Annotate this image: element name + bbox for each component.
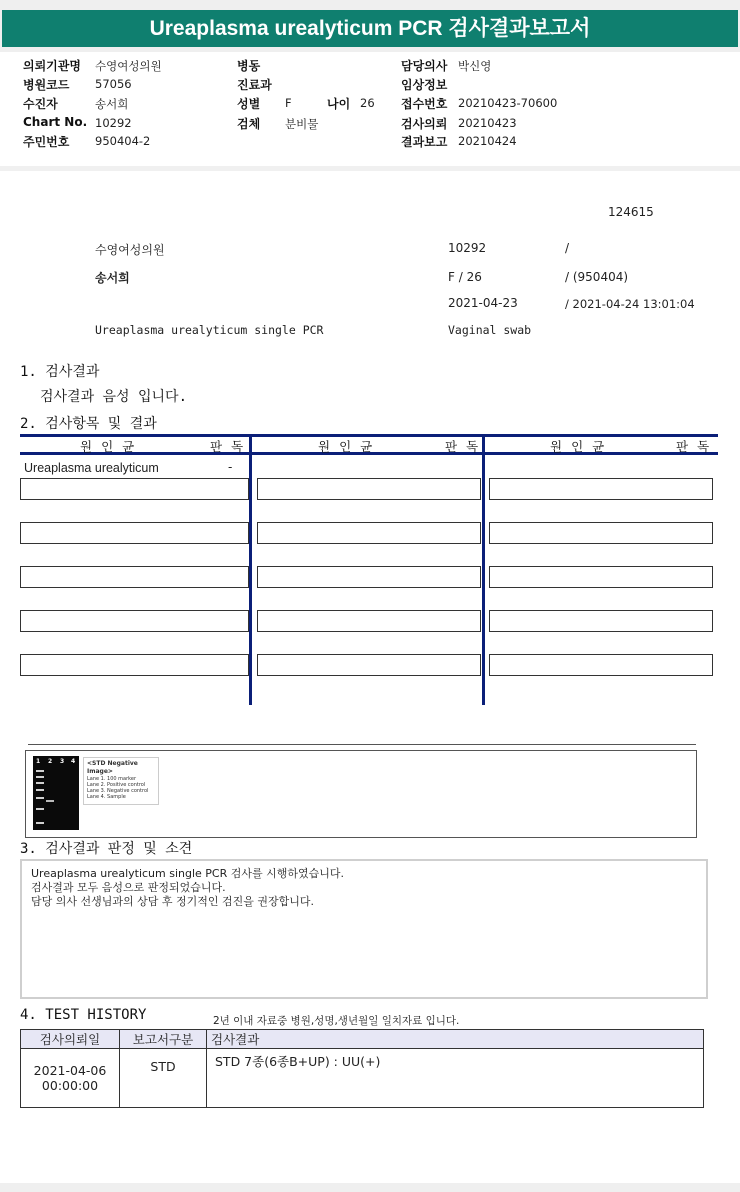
gel-electrophoresis-image (33, 756, 79, 830)
std-legend (83, 757, 159, 805)
std-legend-line: Lane 1. 100 marker (87, 776, 137, 782)
sub-institution: 수영여성의원 (95, 243, 165, 257)
history-col-date: 검사의뢰일 (21, 1030, 120, 1049)
section2-heading: 2. 검사항목 및 결과 (20, 416, 157, 432)
history-col-type: 보고서구분 (120, 1030, 207, 1049)
history-type: STD (120, 1049, 207, 1108)
remarks-box (20, 859, 708, 999)
history-date-cell (21, 1049, 120, 1108)
report-date-value: 20210424 (458, 134, 517, 148)
hospital-code-label: 병원코드 (23, 78, 70, 92)
col-pathogen-2: 원인균 (318, 439, 382, 454)
history-table (20, 1029, 704, 1108)
gel-band (36, 789, 44, 791)
report-title: Ureaplasma urealyticum PCR 검사결과보고서 (2, 10, 738, 47)
section4-heading: 4. TEST HISTORY (20, 1007, 147, 1023)
ward-label: 병동 (237, 59, 261, 73)
chart-no-value: 10292 (95, 116, 132, 130)
header-divider (0, 166, 740, 171)
empty-cell (257, 610, 481, 632)
std-legend-line: Lane 2. Positive control (87, 782, 146, 788)
dept-label: 진료과 (237, 78, 272, 92)
doctor-label: 담당의사 (401, 59, 448, 73)
sex-label: 성별 (237, 97, 261, 111)
resident-no-label: 주민번호 (23, 135, 70, 149)
empty-cell (489, 610, 713, 632)
specimen-label: 검체 (237, 117, 261, 131)
result-pathogen: Ureaplasma urealyticum (24, 461, 159, 475)
gel-lane-label: 3 (60, 758, 65, 765)
sub-birth: / (950404) (565, 270, 629, 284)
gel-lane-label: 1 (36, 758, 41, 765)
hospital-code-value: 57056 (95, 77, 132, 91)
result-judgement: - (228, 460, 233, 474)
section1-result: 검사결과 음성 입니다. (40, 389, 188, 405)
specimen-value: 분비물 (285, 117, 319, 131)
doctor-value: 박신영 (458, 59, 492, 73)
empty-cell (489, 566, 713, 588)
empty-cell (489, 522, 713, 544)
patient-value: 송서희 (95, 97, 129, 111)
gel-band (36, 822, 44, 824)
col-judgement-3: 판독 (676, 439, 719, 454)
sub-sex-age: F / 26 (448, 270, 482, 284)
empty-cell (20, 654, 249, 676)
report-number: 124615 (608, 205, 654, 219)
patient-label: 수진자 (23, 97, 58, 111)
empty-cell (20, 566, 249, 588)
institution-label: 의뢰기관명 (23, 59, 81, 73)
sub-specimen: Vaginal swab (448, 323, 532, 337)
gel-band (36, 782, 44, 784)
empty-cell (20, 522, 249, 544)
col-judgement-2: 판독 (445, 439, 488, 454)
sub-request-date: 2021-04-23 (448, 296, 518, 310)
request-label: 검사의뢰 (401, 117, 448, 131)
empty-cell (20, 478, 249, 500)
history-date: 2021-04-06 (33, 1063, 107, 1078)
gel-band (36, 808, 44, 810)
sub-chart-no: 10292 (448, 241, 487, 255)
institution-value: 수영여성의원 (95, 59, 162, 73)
gel-lane-label: 4 (71, 758, 76, 765)
sex-value: F (285, 96, 292, 110)
gel-lane-label: 2 (48, 758, 53, 765)
report-date-label: 결과보고 (401, 135, 448, 149)
section1-heading: 1. 검사결과 (20, 364, 100, 380)
col-pathogen-3: 원인균 (550, 439, 614, 454)
std-legend-line: Lane 3. Negative control (87, 788, 149, 794)
receipt-label: 접수번호 (401, 97, 448, 111)
empty-cell (20, 610, 249, 632)
history-result: STD 7종(6종B+UP) : UU(+) (207, 1049, 704, 1108)
result-table-divider-1 (249, 434, 252, 705)
table-row (21, 1049, 704, 1108)
result-table-divider-2 (482, 434, 485, 705)
col-judgement-1: 판독 (210, 439, 253, 454)
remark-line: 검사결과 모두 음성으로 판정되었습니다. (31, 881, 226, 894)
std-legend-title: <STD Negative Image> (87, 760, 138, 775)
empty-cell (257, 478, 481, 500)
sub-slash: / (565, 241, 570, 255)
image-top-rule (28, 744, 696, 745)
resident-no-value: 950404-2 (95, 134, 151, 148)
sub-report-datetime: / 2021-04-24 13:01:04 (565, 297, 695, 311)
age-value: 26 (360, 96, 375, 110)
gel-band (36, 797, 44, 799)
bottom-band (0, 1183, 740, 1192)
history-time: 00:00:00 (41, 1078, 99, 1093)
sub-patient: 송서희 (95, 271, 130, 285)
history-note: 2년 이내 자료중 병원,성명,생년월일 일치자료 입니다. (213, 1015, 460, 1027)
empty-cell (489, 654, 713, 676)
chart-no-label: Chart No. (23, 115, 88, 129)
history-header-row (21, 1030, 704, 1049)
history-col-result: 검사결과 (207, 1030, 704, 1049)
request-value: 20210423 (458, 116, 517, 130)
section3-heading: 3. 검사결과 판정 및 소견 (20, 841, 193, 857)
std-legend-line: Lane 4. Sample (87, 794, 126, 800)
gel-band (46, 800, 54, 802)
empty-cell (489, 478, 713, 500)
age-label: 나이 (327, 97, 351, 111)
empty-cell (257, 654, 481, 676)
remark-line: 담당 의사 선생님과의 상담 후 정기적인 검진을 권장합니다. (31, 895, 314, 908)
clinical-label: 임상정보 (401, 78, 448, 92)
col-pathogen-1: 원인균 (80, 439, 144, 454)
empty-cell (257, 522, 481, 544)
sub-test-name: Ureaplasma urealyticum single PCR (95, 323, 324, 337)
gel-band (36, 770, 44, 772)
remark-line: Ureaplasma urealyticum single PCR 검사를 시행하였습니다. (31, 867, 344, 880)
receipt-value: 20210423-70600 (458, 96, 558, 110)
empty-cell (257, 566, 481, 588)
gel-band (36, 776, 44, 778)
